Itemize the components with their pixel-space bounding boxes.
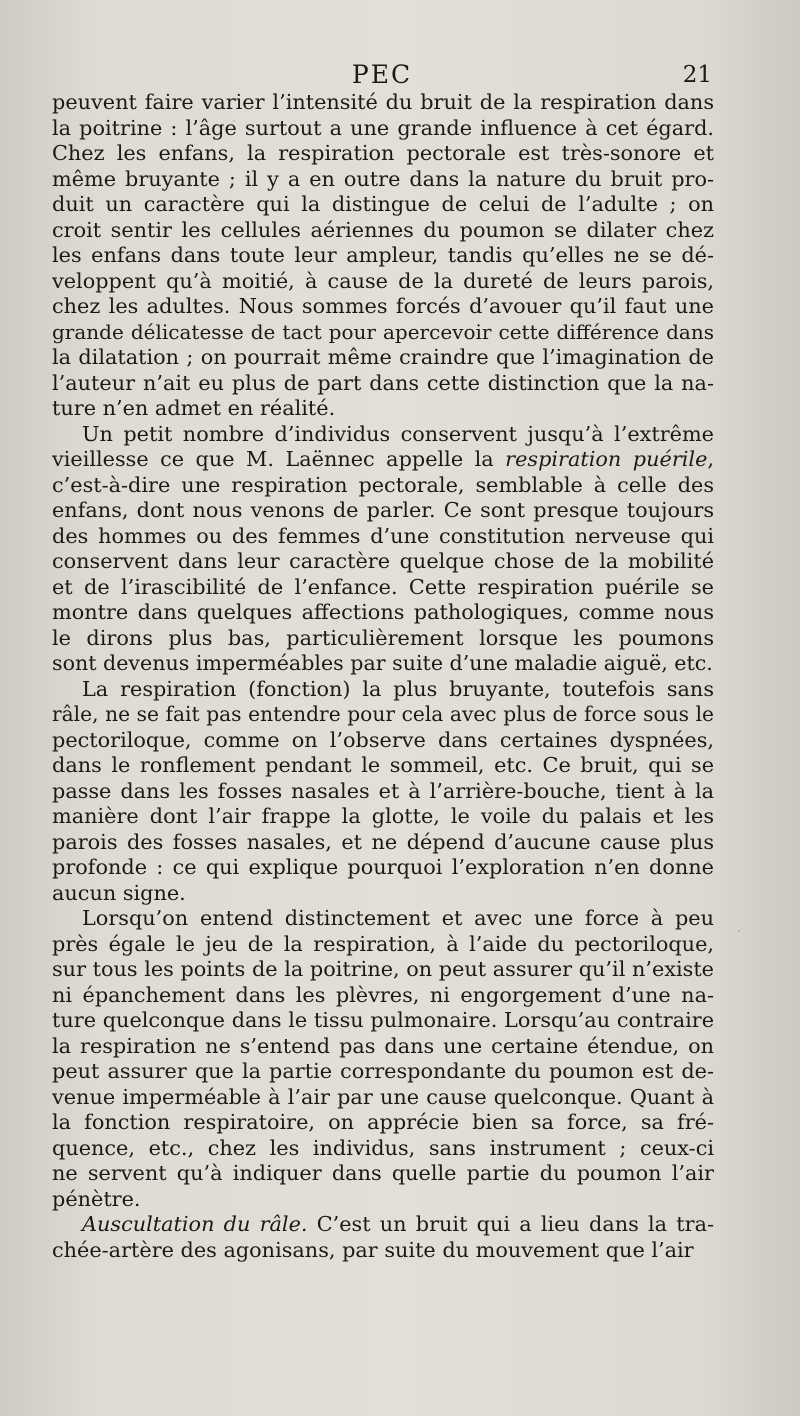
line-text: l’auteur n’ait eu plus de part dans cette distinction que la na- bbox=[52, 370, 714, 395]
text-line bbox=[52, 600, 714, 626]
text-line bbox=[52, 1238, 714, 1264]
line-text: peut assurer que la partie correspondante du poumon est de- bbox=[52, 1059, 714, 1083]
text-line bbox=[52, 1187, 714, 1213]
italic-run: respiration puérile bbox=[505, 447, 708, 471]
text-line bbox=[52, 855, 714, 881]
line-text: dans le ronflement pendant le sommeil, etc. Ce bruit, qui se bbox=[52, 753, 714, 777]
text-line bbox=[52, 294, 714, 320]
text-line bbox=[52, 1136, 714, 1162]
text-line bbox=[52, 1085, 714, 1111]
line-text: c’est-à-dire une respiration pectorale, semblable à celle des bbox=[52, 472, 714, 497]
text-line bbox=[52, 1110, 714, 1136]
text-line bbox=[52, 549, 714, 575]
line-text: C’est un bruit qui a lieu dans la tra- bbox=[316, 1212, 714, 1236]
text-line bbox=[52, 983, 714, 1009]
line-text: près égale le jeu de la respiration, à l’aide du pectoriloque, bbox=[52, 931, 714, 956]
line-text: Chez les enfans, la respiration pectorale est très-sonore et bbox=[52, 141, 714, 165]
line-text: ne servent qu’à indiquer dans quelle partie du poumon l’air bbox=[52, 1161, 714, 1185]
line-text: grande délicatesse de tact pour apercevoir cette différence dans bbox=[52, 319, 714, 344]
line-text: la respiration ne s’entend pas dans une certaine étendue, on bbox=[52, 1033, 714, 1058]
text-line bbox=[52, 651, 714, 677]
line-text: ni épanchement dans les plèvres, ni engorgement d’une na- bbox=[52, 982, 714, 1007]
text-line bbox=[52, 830, 714, 856]
text-line bbox=[52, 447, 714, 473]
paper-speck bbox=[707, 861, 710, 864]
body-text bbox=[52, 90, 714, 1263]
line-text: passe dans les fosses nasales et à l’arrière-bouche, tient à la bbox=[52, 778, 714, 803]
text-line bbox=[52, 702, 714, 728]
line-text: manière dont l’air frappe la glotte, le voile du palais et les bbox=[52, 804, 714, 828]
paper-speck bbox=[738, 930, 740, 932]
line-text: les enfans dans toute leur ampleur, tandis qu’elles ne se dé- bbox=[52, 243, 714, 267]
italic-run-heading: Auscultation du râle. bbox=[82, 1212, 308, 1236]
line-text: pénètre. bbox=[52, 1186, 141, 1211]
text-line bbox=[52, 728, 714, 754]
text-line bbox=[52, 218, 714, 244]
text-line bbox=[52, 1034, 714, 1060]
line-text: conservent dans leur caractère quelque chose de la mobilité bbox=[52, 549, 714, 573]
text-line bbox=[52, 804, 714, 830]
text-line bbox=[52, 1161, 714, 1187]
text-line bbox=[52, 779, 714, 805]
line-text: même bruyante ; il y a en outre dans la nature du bruit pro- bbox=[52, 166, 714, 191]
line-text: la poitrine : l’âge surtout a une grande influence à cet égard. bbox=[52, 115, 714, 140]
line-text: la fonction respiratoire, on apprécie bien sa force, sa fré- bbox=[52, 1110, 714, 1134]
line-text: vieillesse ce que M. Laënnec appelle la bbox=[52, 447, 494, 471]
line-text: ture n’en admet en réalité. bbox=[52, 396, 336, 420]
line-text: duit un caractère qui la distingue de celui de l’adulte ; on bbox=[52, 192, 714, 216]
line-text: venue imperméable à l’air par une cause quelconque. Quant à bbox=[52, 1084, 714, 1109]
text-line bbox=[52, 167, 714, 193]
line-text: sur tous les points de la poitrine, on peut assurer qu’il n’existe bbox=[52, 957, 714, 981]
line-text: chée-artère des agonisans, par suite du mouvement que l’air bbox=[52, 1237, 694, 1262]
text-line bbox=[52, 498, 714, 524]
text-line bbox=[52, 116, 714, 142]
text-line bbox=[52, 957, 714, 983]
line-text: la dilatation ; on pourrait même craindre que l’imagination de bbox=[52, 345, 714, 369]
text-line bbox=[52, 575, 714, 601]
line-text: parois des fosses nasales, et ne dépend d’aucune cause plus bbox=[52, 829, 714, 854]
line-text: le dirons plus bas, particulièrement lorsque les poumons bbox=[52, 625, 714, 650]
text-line bbox=[52, 932, 714, 958]
line-text: râle, ne se fait pas entendre pour cela avec plus de force sous le bbox=[52, 702, 714, 726]
line-text: veloppent qu’à moitié, à cause de la dureté de leurs parois, bbox=[52, 268, 714, 293]
text-line bbox=[52, 524, 714, 550]
text-line bbox=[52, 422, 714, 448]
line-text: aucun signe. bbox=[52, 880, 186, 905]
text-line bbox=[52, 906, 714, 932]
line-text: ture quelconque dans le tissu pulmonaire. Lorsqu’au contraire bbox=[52, 1008, 714, 1032]
text-line bbox=[52, 881, 714, 907]
text-line bbox=[52, 320, 714, 346]
page-header bbox=[52, 58, 712, 92]
line-text-trailing: , bbox=[707, 447, 714, 471]
text-line bbox=[52, 192, 714, 218]
line-text: des hommes ou des femmes d’une constitution nerveuse qui bbox=[52, 523, 714, 548]
line-text: Lorsqu’on entend distinctement et avec une force à peu bbox=[82, 906, 714, 930]
line-text: sont devenus imperméables par suite d’une maladie aiguë, etc. bbox=[52, 651, 713, 675]
line-text: montre dans quelques affections pathologiques, comme nous bbox=[52, 600, 714, 624]
text-line bbox=[52, 677, 714, 703]
paper-speck bbox=[233, 120, 235, 122]
text-line bbox=[52, 626, 714, 652]
text-line bbox=[52, 1008, 714, 1034]
text-line bbox=[52, 243, 714, 269]
text-line bbox=[52, 90, 714, 116]
page-number: 21 bbox=[682, 62, 712, 88]
line-text: enfans, dont nous venons de parler. Ce sont presque toujours bbox=[52, 498, 714, 522]
running-head: PEC bbox=[351, 60, 413, 89]
text-line bbox=[52, 1212, 714, 1238]
line-text: profonde : ce qui explique pourquoi l’exploration n’en donne bbox=[52, 855, 714, 879]
line-text: croit sentir les cellules aériennes du poumon se dilater chez bbox=[52, 217, 714, 242]
line-text: quence, etc., chez les individus, sans instrument ; ceux-ci bbox=[52, 1135, 714, 1160]
text-line bbox=[52, 371, 714, 397]
line-text: chez les adultes. Nous sommes forcés d’avouer qu’il faut une bbox=[52, 294, 714, 318]
line-text: et de l’irascibilité de l’enfance. Cette respiration puérile se bbox=[52, 574, 714, 599]
line-text: peuvent faire varier l’intensité du bruit de la respiration dans bbox=[52, 90, 714, 114]
text-line bbox=[52, 345, 714, 371]
text-line bbox=[52, 141, 714, 167]
text-line bbox=[52, 396, 714, 422]
line-text: La respiration (fonction) la plus bruyante, toutefois sans bbox=[82, 676, 714, 701]
line-text: Un petit nombre d’individus conservent jusqu’à l’extrême bbox=[82, 421, 714, 446]
text-line bbox=[52, 753, 714, 779]
text-line bbox=[52, 1059, 714, 1085]
text-line bbox=[52, 473, 714, 499]
line-text: pectoriloque, comme on l’observe dans certaines dyspnées, bbox=[52, 727, 714, 752]
text-line bbox=[52, 269, 714, 295]
